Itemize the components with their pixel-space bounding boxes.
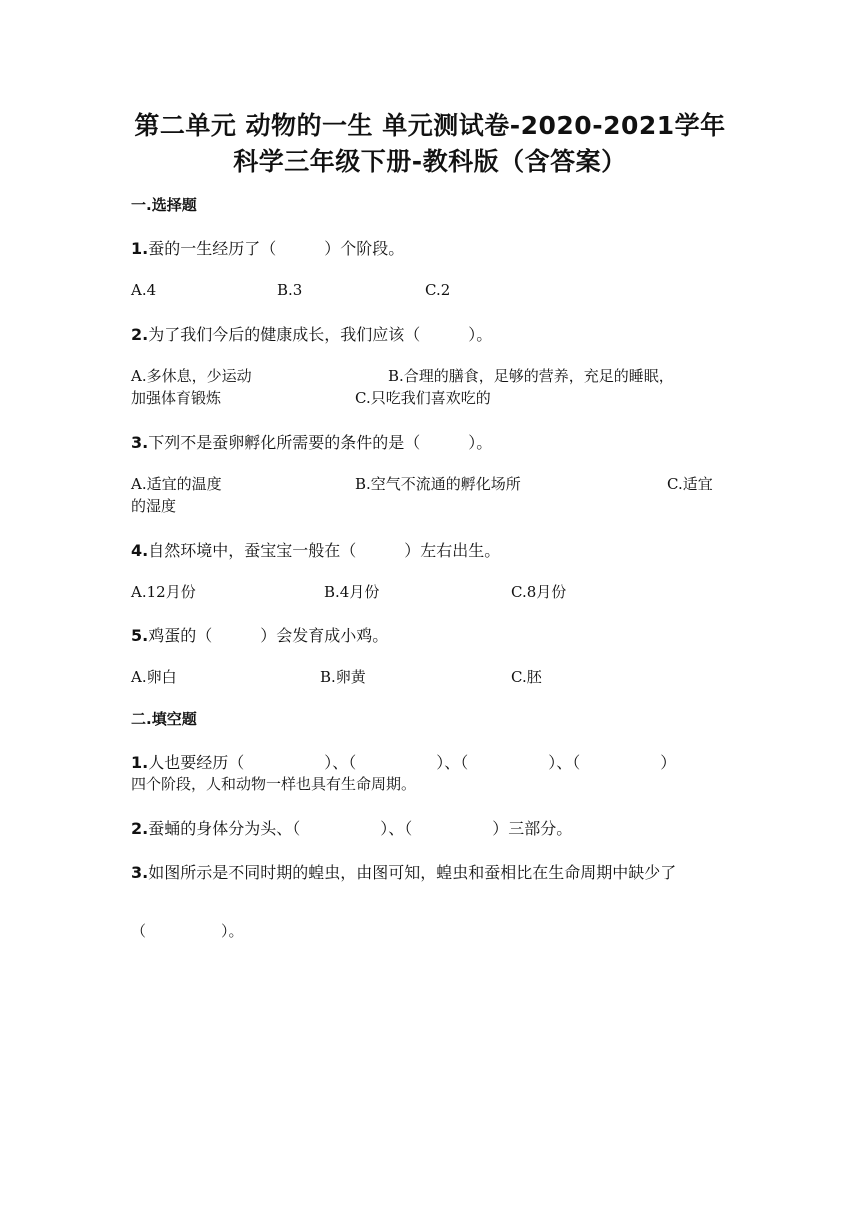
- choice-3-option-b: B.空气不流通的孵化场所: [355, 475, 521, 493]
- section-heading-choice: 一.选择题: [131, 196, 197, 214]
- choice-4-option-c: C.8月份: [511, 583, 567, 601]
- question-text: 下列不是蚕卵孵化所需要的条件的是（ ）。: [148, 433, 493, 452]
- choice-5-option-b: B.卵黄: [320, 668, 366, 686]
- fill-question-3: [131, 860, 676, 883]
- question-number: 3.: [131, 433, 149, 452]
- fill-question-3-cont: （ ）。: [131, 922, 244, 940]
- question-text: 蚕蛹的身体分为头、（ ）、（ ）三部分。: [148, 819, 573, 838]
- question-text: 蚕的一生经历了（ ）个阶段。: [148, 239, 405, 258]
- choice-5-option-c: C.胚: [511, 668, 542, 686]
- choice-question-5: [131, 623, 388, 646]
- question-text: 鸡蛋的（ ）会发育成小鸡。: [148, 626, 389, 645]
- question-number: 1.: [131, 753, 149, 772]
- question-text: 人也要经历（ ）、（ ）、（ ）、（ ）: [148, 753, 677, 772]
- fill-question-1-cont: 四个阶段，人和动物一样也具有生命周期。: [131, 775, 417, 793]
- choice-2-option-c: C.只吃我们喜欢吃的: [355, 389, 491, 407]
- choice-2-option-b: B.合理的膳食，足够的营养，充足的睡眠，: [388, 367, 674, 385]
- choice-2-option-a: A.多休息，少运动: [131, 367, 252, 385]
- exam-title-line-1: 第二单元 动物的一生 单元测试卷-2020-2021学年: [134, 111, 726, 140]
- question-number: 1.: [131, 239, 149, 258]
- question-number: 3.: [131, 863, 149, 882]
- exam-title-line-2: 科学三年级下册-教科版（含答案）: [233, 147, 627, 176]
- question-number: 2.: [131, 325, 149, 344]
- question-text: 自然环境中，蚕宝宝一般在（ ）左右出生。: [148, 541, 501, 560]
- choice-3-option-c-cont: 的湿度: [131, 497, 177, 515]
- question-text: 如图所示是不同时期的蝗虫，由图可知，蝗虫和蚕相比在生命周期中缺少了: [148, 863, 677, 882]
- question-number: 4.: [131, 541, 149, 560]
- question-text: 为了我们今后的健康成长，我们应该（ ）。: [148, 325, 493, 344]
- choice-2-option-b-cont: 加强体育锻炼: [131, 389, 222, 407]
- choice-4-option-b: B.4月份: [324, 583, 380, 601]
- choice-4-option-a: A.12月份: [131, 583, 196, 601]
- fill-question-2: [131, 816, 572, 839]
- section-heading-fill: 二.填空题: [131, 710, 197, 728]
- question-number: 2.: [131, 819, 149, 838]
- choice-3-option-a: A.适宜的温度: [131, 475, 222, 493]
- choice-1-option-c: C.2: [425, 281, 451, 299]
- choice-question-4: [131, 538, 500, 561]
- question-number: 5.: [131, 626, 149, 645]
- choice-question-1: [131, 236, 404, 259]
- fill-question-1: [131, 750, 676, 773]
- choice-question-2: [131, 322, 492, 345]
- choice-1-option-b: B.3: [277, 281, 303, 299]
- choice-1-option-a: A.4: [131, 281, 157, 299]
- choice-question-3: [131, 430, 492, 453]
- choice-5-option-a: A.卵白: [131, 668, 177, 686]
- choice-3-option-c: C.适宜: [667, 475, 713, 493]
